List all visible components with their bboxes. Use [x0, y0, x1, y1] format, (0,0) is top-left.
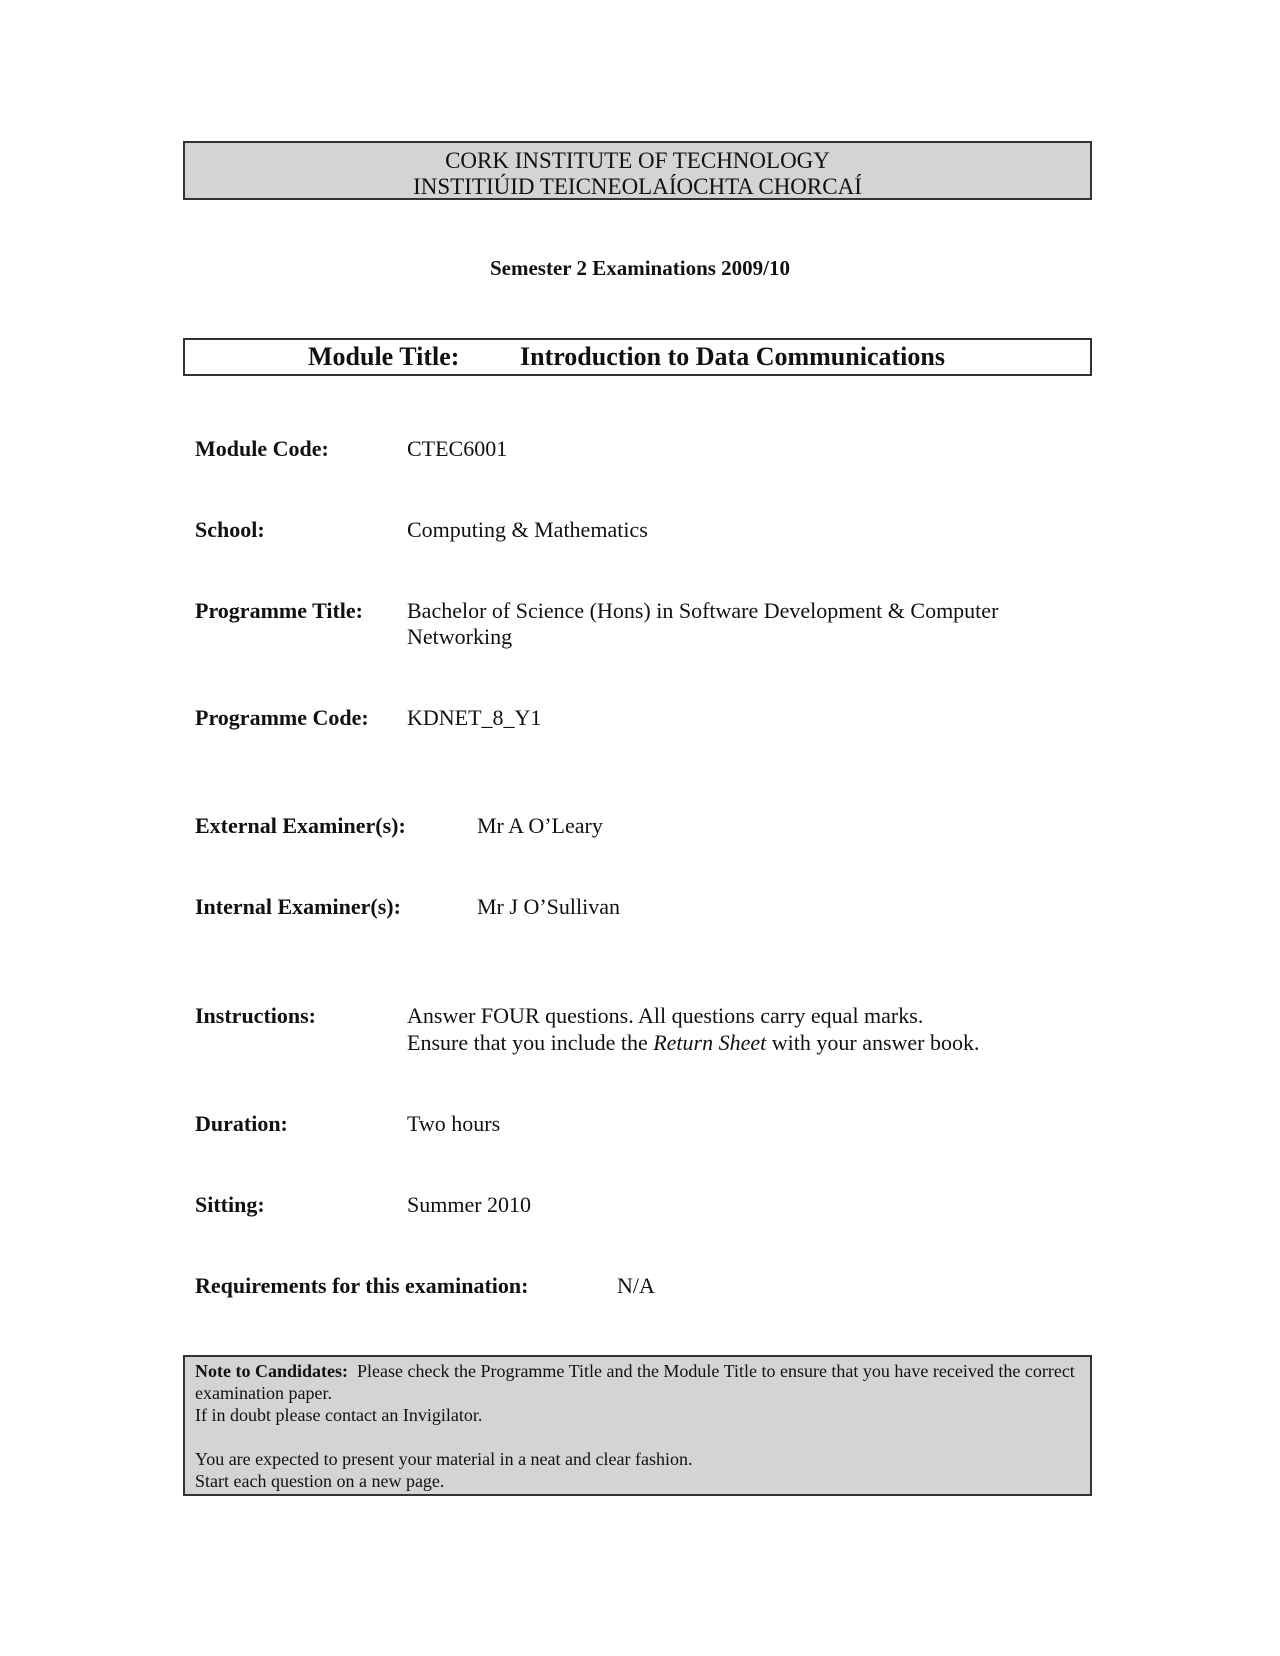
requirements-value: N/A [617, 1273, 655, 1298]
module-code-value: CTEC6001 [407, 436, 508, 461]
programme-title-line1: Bachelor of Science (Hons) in Software Development & Computer [407, 598, 999, 623]
duration-value: Two hours [407, 1111, 501, 1136]
programme-code-value: KDNET_8_Y1 [407, 705, 542, 730]
note-text-3: You are expected to present your material in a neat and clear fashion. [195, 1449, 693, 1469]
return-sheet-emphasis: Return Sheet [653, 1030, 767, 1055]
external-examiner-value: Mr A O’Leary [477, 813, 603, 838]
instructions-line1: Answer FOUR questions. All questions carry equal marks. [407, 1003, 924, 1028]
programme-code-label: Programme Code: [195, 705, 369, 730]
note-text-2: If in doubt please contact an Invigilator. [195, 1405, 483, 1425]
school-label: School: [195, 517, 265, 542]
duration-label: Duration: [195, 1111, 288, 1136]
instructions-line2-prefix: Ensure that you include the [407, 1030, 654, 1055]
external-examiner-label: External Examiner(s): [195, 813, 406, 838]
instructions-label: Instructions: [195, 1003, 317, 1028]
instructions-line2 [407, 1030, 980, 1056]
sitting-label: Sitting: [195, 1192, 265, 1217]
semester-heading: Semester 2 Examinations 2009/10 [489, 256, 791, 280]
note-to-candidates-box [183, 1355, 1092, 1496]
programme-title-label: Programme Title: [195, 598, 364, 623]
note-label: Note to Candidates: [195, 1361, 348, 1381]
requirements-label: Requirements for this examination: [195, 1273, 529, 1298]
instructions-line2-suffix: with your answer book. [766, 1030, 980, 1055]
note-spacer [195, 1426, 1080, 1448]
module-code-label: Module Code: [195, 436, 329, 461]
sitting-value: Summer 2010 [407, 1192, 532, 1217]
institute-name-irish: INSTITIÚID TEICNEOLAÍOCHTA CHORCAÍ [413, 174, 862, 199]
note-text-4: Start each question on a new page. [195, 1471, 445, 1491]
institute-name-english: CORK INSTITUTE OF TECHNOLOGY [445, 148, 830, 173]
module-title-value: Introduction to Data Communications [520, 342, 945, 371]
institute-header-box [183, 141, 1092, 200]
module-title-label: Module Title: [308, 342, 460, 371]
programme-title-line2: Networking [407, 624, 513, 649]
note-text-1: Please check the Programme Title and the Module Title to ensure that you have received the correct examination paper. [195, 1361, 1075, 1403]
school-value: Computing & Mathematics [407, 517, 648, 542]
module-title-box [183, 338, 1092, 376]
internal-examiner-label: Internal Examiner(s): [195, 894, 401, 919]
internal-examiner-value: Mr J O’Sullivan [477, 894, 620, 919]
note-paragraph-1 [195, 1360, 1080, 1404]
